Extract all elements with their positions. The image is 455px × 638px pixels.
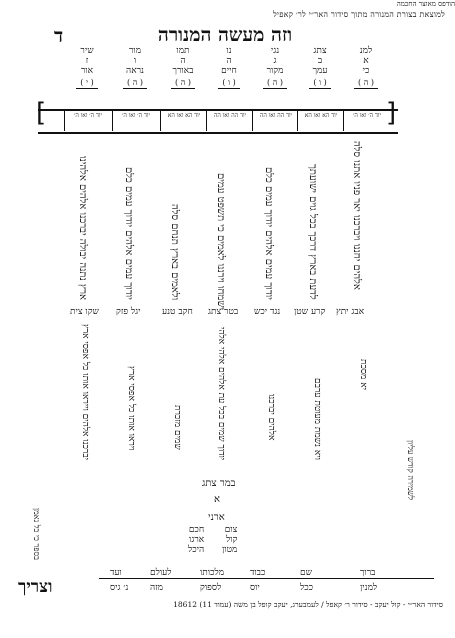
verse-branch-3: יודוך עמים אלהים יודוך עמים כלם [263,167,274,300]
name-cell-7: יוד ה׳ ואו ה׳ [64,111,111,131]
column-head-5: תמו ה באורך ( ה ) [172,46,194,87]
column-head-2: צתג ב עמך ( ו ) [297,46,343,89]
lower-phrase-6: ויראו אותו כל אפסי ארץ [126,365,136,450]
verse-branch-5: ולאמים בארץ תנחם סלה [169,203,180,300]
band-bottom-rule [38,132,398,134]
page: למוצאת בצורת המנורה מתוך סידור האר״י לר׳ קאפיל וזה מעשה המנורה ד למנ א כי ( ה ) צתג ב עמך ( ו ) נגי ג מקור ( ה ) נו ה חיים ( ו ) תמו ה באורך ( ה ) מור ו נראה ( ה ) שיר ז אור ( י ) ] [ יוד ה׳ ואו ה׳ יוד הא ואו הא יוד הה ואו הה יוד הה ואו הה יוד הא ואו הא יוד ה׳ ואו ה׳ יוד ה׳ ואו ה׳ אלהים יחננו ויברכנו יאר פניו אתנו סלה לדעת בארץ דרכך בכל גוים ישועתך יודוך עמים אלהים יודוך עמים כלם ישמחו וירננו לאמים כי תשפט עמים ולאמים בארץ תנחם סלה יודוך עמים אלהים יודוך עמים כלם ארץ נתנה יבולה יברכנו אלהים אלהינו אבג יתץ קרע שטן נגד יכש בטר צתג חקב טנע יגל פזק שקו צית יא מסכת ויא נשמת מעוטת ערבם אלהים יברכנו יודוך שמים בכל עת אלהים אלהי אלהי שמים מזכרת ויראו אותו כל אפסי ארץ יברכנו אלהים וייראו אותו כל אפסי ארץ לשמירה קודש עליון בספר כי כל נאמן במר צתג א ארני חכם ארגו היכל צום קול מטון וצריך ברוך שם כבוד מלכותו לעולם ועד למנין ככל יוס לספוק מזה נ׳ גיס סידור האר״י - קול יעקב - סידור ר׳ קאפל / לעמבערג, יעקב קופל בן משה (עמוד 11) 18612 הודפס מאוצר החכמה [0,0,455,638]
side-note-right: לשמירה קודש עליון [406,439,415,500]
lower-phrase-3: אלהים יברכנו [266,393,276,440]
column-head-4: נו ה חיים ( ו ) [206,46,252,89]
name-cell-5: יוד הא ואו הא [160,111,207,131]
verse-branch-6: יודוך עמים אלהים יודוך עמים כלם [123,167,134,300]
triad-5: חקב טנע [162,307,193,317]
footer-citation: סידור האר״י - קול יעקב - סידור ר׳ קאפל / לעמבערג, יעקב קופל בן משה (עמוד 11) 18612 [173,600,443,609]
side-note-left: בספר כי כל נאמן [32,508,41,560]
verse-branch-7: ארץ נתנה יבולה יברכנו אלהים אלהינו [77,155,88,300]
bottom-word: וצריך [18,577,53,597]
triad-4: בטר צתג [208,307,239,317]
lower-phrase-2: ויא נשמת מעוטת ערבם [312,378,322,460]
verse-branch-1: אלהים יחננו ויברכנו יאר פניו אתנו סלה [351,141,362,290]
column-head-6: מור ו נראה ( ה ) [112,46,158,89]
lower-phrase-1: יא מסכת [358,359,368,390]
column-head-1: למנ א כי ( ה ) [343,46,389,89]
base-right-block: צום קול מטון [222,525,238,555]
stem-word-3: ארני [208,512,225,523]
name-cell-2: יוד הא ואו הא [297,111,344,131]
triad-3: נגד יכש [254,307,281,317]
name-cell-1: יוד ה׳ ואו ה׳ [343,111,390,131]
lower-phrase-5: שמים מזכרת [172,405,182,450]
column-head-3: נגי ג מקור ( ה ) [252,46,298,89]
name-cell-4: יוד הה ואו הה [206,111,253,131]
name-cell-3: יוד הה ואו הה [252,111,299,131]
footer-bar: הודפס מאוצר החכמה [396,0,455,8]
stem-word-1: במר צתג [202,478,236,489]
band-bracket-right: ] [386,98,397,128]
triad-7: שקו צית [70,307,99,317]
page-title: וזה מעשה המנורה [157,24,293,46]
triad-1: אבג יתץ [336,307,365,317]
triad-2: קרע שטן [294,307,326,317]
base-left-block: חכם ארגו היכל [188,525,205,555]
lower-phrase-4: יודוך שמים בכל עת אלהים אלהי אלהי [216,326,226,460]
triad-6: יגל פזק [116,307,141,317]
page-letter: ד [54,25,64,47]
name-cell-6: יוד ה׳ ואו ה׳ [112,111,159,131]
bottom-rule [99,578,434,579]
verse-branch-4: ישמחו וירננו לאמים כי תשפט עמים [215,172,226,310]
column-head-7: שיר ז אור ( י ) [64,46,110,89]
header-source-line: למוצאת בצורת המנורה מתוך סידור האר״י לר׳ קאפיל [272,10,445,19]
band-bracket-left: [ [36,98,47,128]
stem-word-2: א [214,494,221,505]
lower-phrase-7: יברכנו אלהים וייראו אותו כל אפסי ארץ [80,323,90,460]
verse-branch-2: לדעת בארץ דרכך בכל גוים ישועתך [307,164,318,300]
